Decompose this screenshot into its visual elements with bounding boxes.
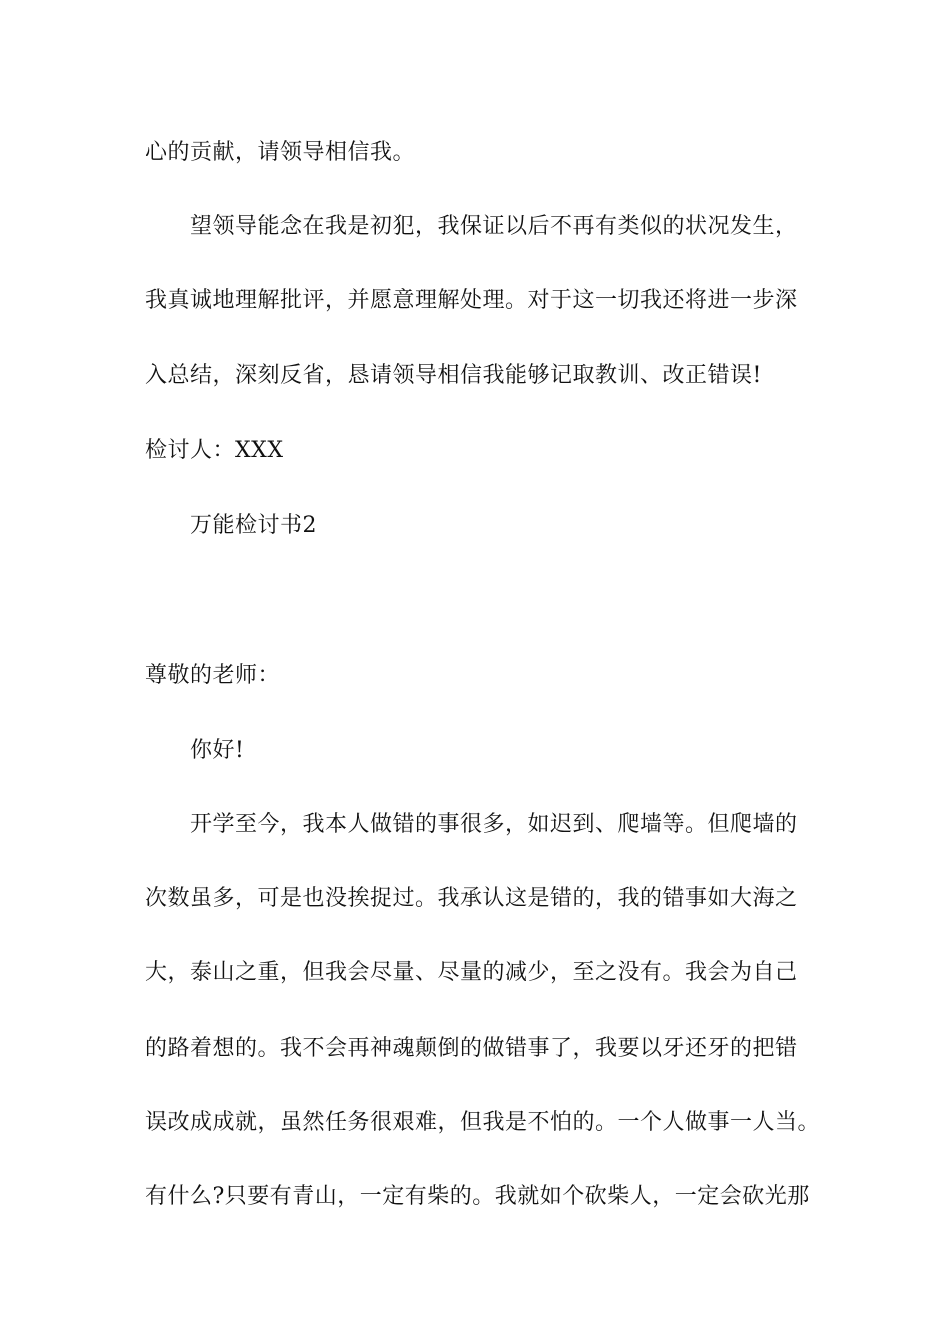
salutation: 尊敬的老师： xyxy=(145,663,281,688)
text-line: 次数虽多，可是也没挨捉过。我承认这是错的，我的错事如大海之 xyxy=(145,886,798,911)
text-line: 误改成成就，虽然任务很艰难，但我是不怕的。一个人做事一人当。 xyxy=(145,1110,821,1135)
text-line: 大，泰山之重，但我会尽量、尽量的减少，至之没有。我会为自己 xyxy=(145,960,798,985)
signature-line: 检讨人：XXX xyxy=(145,438,284,463)
section-title: 万能检讨书2 xyxy=(190,513,317,538)
text-line: 望领导能念在我是初犯，我保证以后不再有类似的状况发生， xyxy=(190,214,798,239)
text-line: 有什么?只要有青山，一定有柴的。我就如个砍柴人，一定会砍光那 xyxy=(145,1184,810,1209)
text-line: 开学至今，我本人做错的事很多，如迟到、爬墙等。但爬墙的 xyxy=(190,812,798,837)
text-line: 心的贡献，请领导相信我。 xyxy=(145,140,416,165)
text-line: 的路着想的。我不会再神魂颠倒的做错事了，我要以牙还牙的把错 xyxy=(145,1036,798,1061)
text-line: 我真诚地理解批评，并愿意理解处理。对于这一切我还将进一步深 xyxy=(145,288,798,313)
greeting: 你好! xyxy=(190,738,245,763)
text-line: 入总结，深刻反省，恳请领导相信我能够记取教训、改正错误! xyxy=(145,363,762,388)
